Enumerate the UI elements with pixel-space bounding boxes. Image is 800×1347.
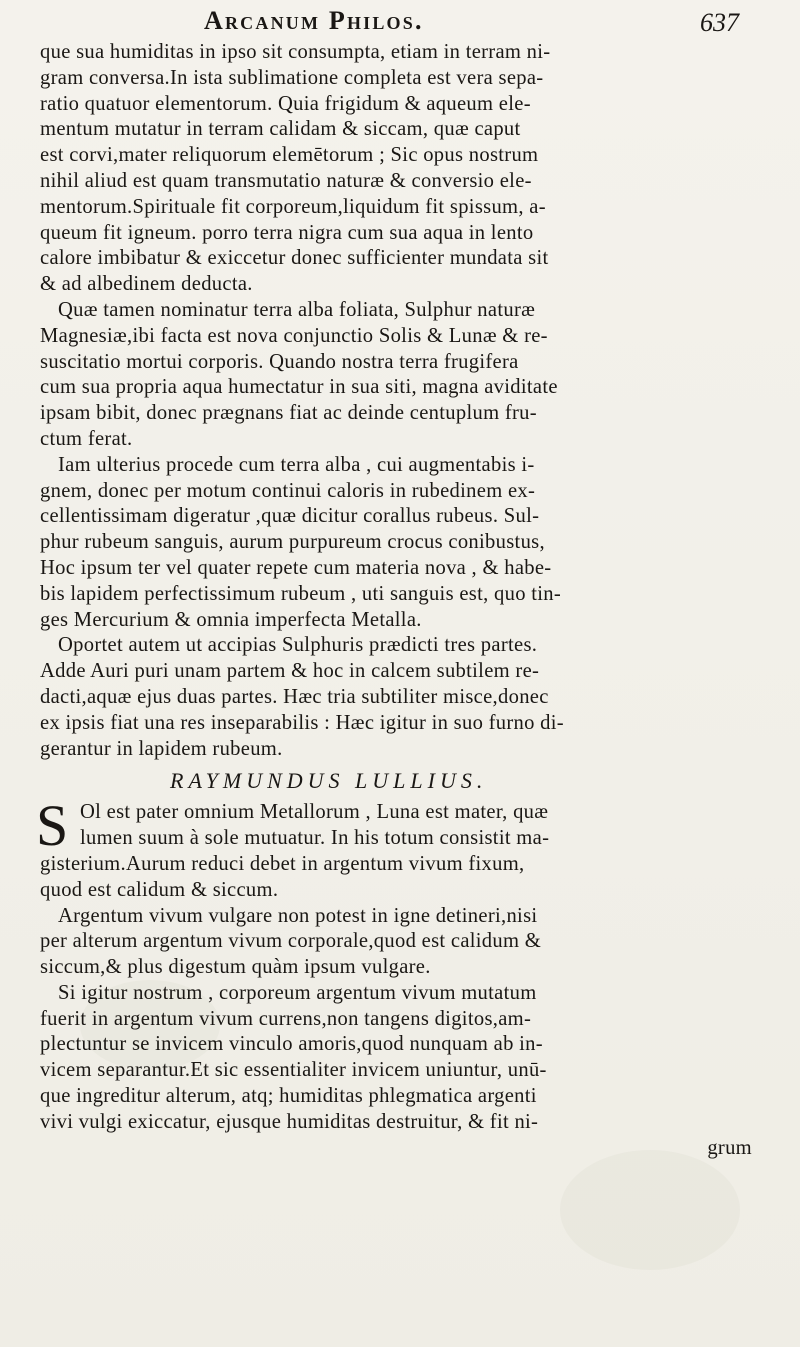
page-body: [36, 40, 792, 1161]
text-line: Magnesiæ,ibi facta est nova conjunctio Solis & Lunæ & re-: [40, 324, 548, 347]
text-line: Hoc ipsum ter vel quater repete cum materia nova , & habe-: [40, 556, 552, 579]
text-line: Quæ tamen nominatur terra alba foliata, Sulphur naturæ: [58, 298, 536, 321]
paragraph: [40, 40, 792, 298]
text-line: cum sua propria aqua humectatur in sua siti, magna aviditate: [40, 376, 558, 399]
text-line: siccum,& plus digestum quàm ipsum vulgare.: [40, 956, 431, 979]
text-line: bis lapidem perfectissimum rubeum , uti sanguis est, quo tin-: [40, 582, 562, 605]
text-line: gerantur in lapidem rubeum.: [40, 737, 283, 760]
paragraph: [40, 633, 792, 762]
text-line: suscitatio mortui corporis. Quando nostra terra frugifera: [40, 350, 519, 373]
text-line: que sua humiditas in ipso sit consumpta, etiam in terram ni-: [40, 41, 551, 63]
text-line: dacti,aquæ ejus duas partes. Hæc tria subtiliter misce,donec: [40, 685, 549, 708]
text-line: quod est calidum & siccum.: [40, 878, 279, 901]
text-line: & ad albedinem deducta.: [40, 273, 253, 296]
text-line: calore imbibatur & exiccetur donec sufficienter mundata sit: [40, 247, 549, 270]
text-line: Oportet autem ut accipias Sulphuris prædicti tres partes.: [58, 634, 538, 657]
drop-capital: S: [36, 793, 69, 859]
text-line: gisterium.Aurum reduci debet in argentum vivum fixum,: [40, 852, 525, 875]
text-line: plectuntur se invicem vinculo amoris,quod nunquam ab in-: [40, 1033, 543, 1056]
section-heading: RAYMUNDUS LULLIUS.: [170, 768, 488, 794]
text-line: phur rubeum sanguis, aurum purpureum crocus conibustus,: [40, 531, 545, 554]
text-line: mentum mutatur in terram calidam & siccam, quæ caput: [40, 118, 521, 141]
text-line: fuerit in argentum vivum currens,non tangens digitos,am-: [40, 1007, 532, 1030]
catchword: grum: [707, 1136, 752, 1159]
text-line: Iam ulterius procede cum terra alba , cui augmentabis i-: [58, 453, 535, 476]
text-line: ratio quatuor elementorum. Quia frigidum & aqueum ele-: [40, 92, 531, 115]
text-line: mentorum.Spirituale fit corporeum,liquidum fit spissum, a-: [40, 195, 546, 218]
paragraph: [40, 904, 792, 981]
text-line: gnem, donec per motum continui caloris in rubedinem ex-: [40, 479, 536, 502]
text-line: est corvi,mater reliquorum elemētorum ; Sic opus nostrum: [40, 144, 539, 167]
text-line: que ingreditur alterum, atq; humiditas phlegmatica argenti: [40, 1085, 537, 1108]
paragraph: [40, 298, 792, 453]
text-line: gram conversa.In ista sublimatione completa est vera sepa-: [40, 66, 544, 89]
text-line: vivi vulgi exiccatur, ejusque humiditas destruitur, & fit ni-: [40, 1110, 539, 1133]
text-line: queum fit igneum. porro terra nigra cum sua aqua in lento: [40, 221, 534, 244]
text-line: Ol est pater omnium Metallorum , Luna est mater, quæ: [80, 801, 549, 824]
page-number: 637: [700, 8, 739, 37]
page-header: [0, 4, 800, 40]
paragraph: [36, 793, 792, 903]
text-line: nihil aliud est quam transmutatio naturæ & conversio ele-: [40, 169, 532, 192]
text-line: ctum ferat.: [40, 427, 133, 450]
running-title: Arcanum Philos.: [204, 6, 424, 35]
text-line: ipsam bibit, donec prægnans fiat ac deinde centuplum fru-: [40, 402, 537, 425]
text-line: per alterum argentum vivum corporale,quod est calidum &: [40, 930, 542, 953]
text-line: lumen suum à sole mutuatur. In his totum consistit ma-: [80, 827, 550, 850]
text-line: Si igitur nostrum , corporeum argentum vivum mutatum: [58, 981, 537, 1004]
paragraph: [40, 981, 792, 1136]
text-line: vicem separantur.Et sic essentialiter invicem uniuntur, unū-: [40, 1059, 547, 1082]
text-line: ges Mercurium & omnia imperfecta Metalla.: [40, 608, 422, 631]
paragraph: [40, 453, 792, 634]
text-line: ex ipsis fiat una res inseparabilis : Hæc igitur in suo furno di-: [40, 711, 564, 734]
text-line: Argentum vivum vulgare non potest in igne detineri,nisi: [58, 904, 538, 927]
paper-stain: [560, 1150, 740, 1270]
text-line: Adde Auri puri unam partem & hoc in calcem subtilem re-: [40, 660, 540, 683]
text-line: cellentissimam digeratur ,quæ dicitur corallus rubeus. Sul-: [40, 505, 540, 528]
